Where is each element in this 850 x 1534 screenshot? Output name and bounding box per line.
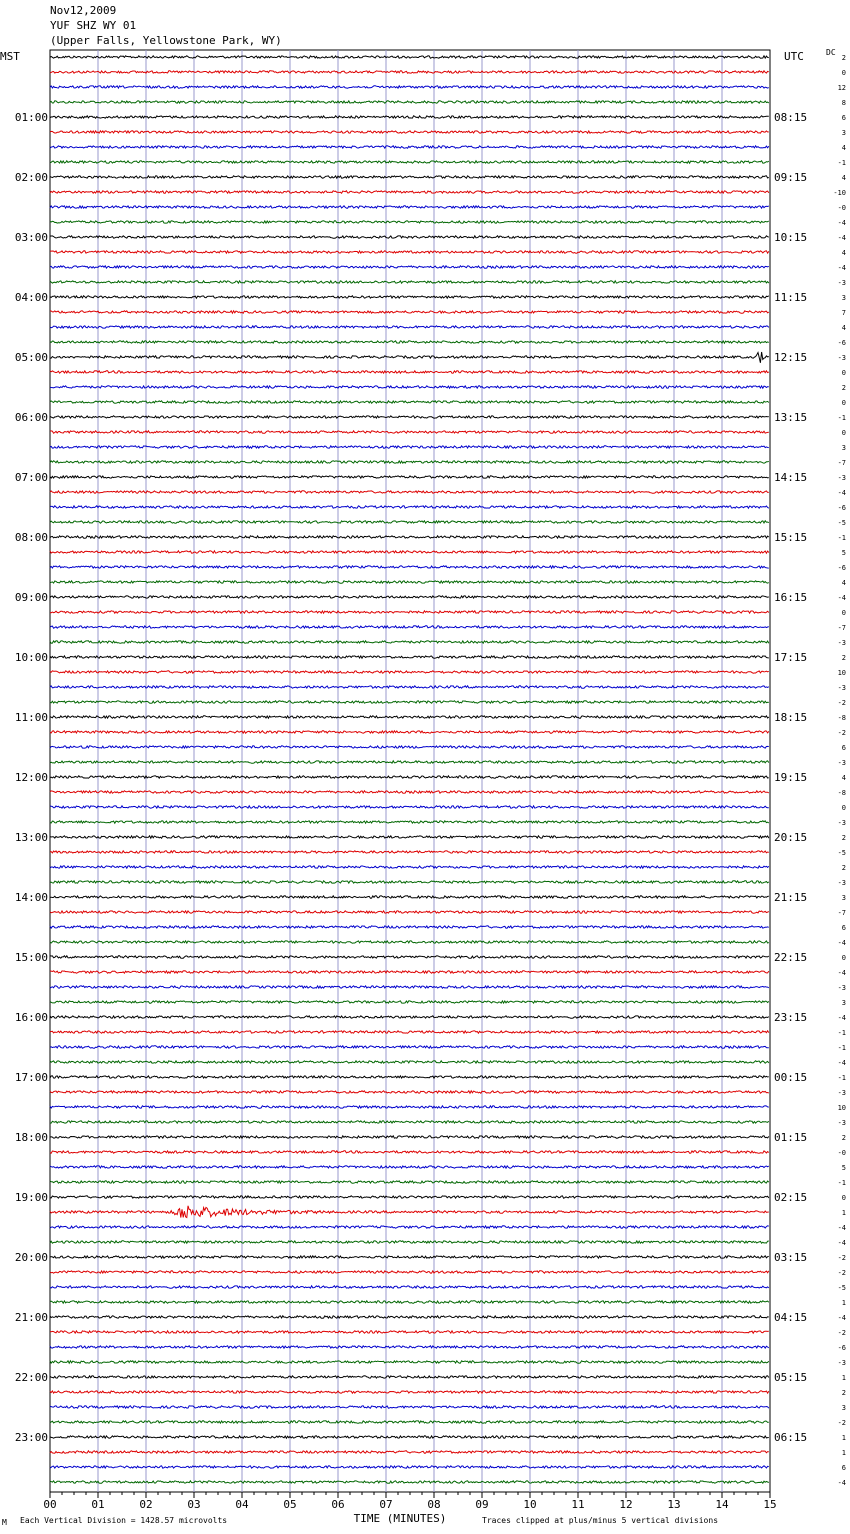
dc-offset-label: -3 [837, 984, 846, 992]
dc-offset-label: -2 [837, 1254, 846, 1262]
dc-offset-label: 2 [841, 384, 846, 392]
dc-offset-label: -0 [837, 1149, 846, 1157]
mst-hour-label: 19:00 [14, 1191, 48, 1204]
dc-offset-label: -3 [837, 639, 846, 647]
dc-offset-label: 6 [841, 114, 846, 122]
dc-offset-label: 1 [841, 1374, 846, 1382]
utc-hour-label: 02:15 [774, 1191, 808, 1204]
trace-row [50, 1391, 769, 1393]
trace-row [50, 821, 769, 823]
utc-hour-label: 12:15 [774, 351, 808, 364]
utc-hour-label: 13:15 [774, 411, 808, 424]
dc-offset-label: -4 [837, 1059, 846, 1067]
dc-offset-label: 4 [841, 174, 846, 182]
mst-hour-label: 13:00 [14, 831, 48, 844]
trace-row [50, 1181, 769, 1183]
dc-offset-label: -5 [837, 1284, 846, 1292]
utc-hour-label: 16:15 [774, 591, 808, 604]
dc-offset-label: -3 [837, 819, 846, 827]
trace-row [50, 206, 769, 208]
mst-hour-label: 06:00 [14, 411, 48, 424]
trace-row [50, 1196, 769, 1198]
trace-row [50, 1286, 769, 1288]
x-tick-label: 02 [139, 1498, 153, 1511]
utc-hour-label: 11:15 [774, 291, 808, 304]
trace-row [50, 1316, 769, 1318]
x-tick-label: 07 [379, 1498, 393, 1511]
mst-hour-label: 07:00 [14, 471, 48, 484]
utc-hour-label: 06:15 [774, 1431, 808, 1444]
utc-hour-label: 09:15 [774, 171, 808, 184]
dc-offset-label: -8 [837, 789, 846, 797]
trace-row [50, 352, 769, 363]
trace-row [50, 671, 769, 673]
x-tick-label: 13 [667, 1498, 681, 1511]
dc-offset-label: -0 [837, 204, 846, 212]
dc-offset-label: -3 [837, 684, 846, 692]
corner-mark: M [2, 1518, 7, 1527]
trace-row [50, 56, 769, 58]
trace-row [50, 266, 769, 268]
trace-row [50, 761, 769, 763]
dc-offset-label: 1 [841, 1449, 846, 1457]
trace-row [50, 941, 769, 943]
trace-row [50, 701, 769, 703]
trace-row [50, 1256, 769, 1258]
trace-row [50, 1001, 769, 1003]
mst-hour-label: 21:00 [14, 1311, 48, 1324]
header-location: (Upper Falls, Yellowstone Park, WY) [50, 34, 282, 47]
trace-row [50, 1376, 769, 1378]
trace-row [50, 716, 769, 718]
trace-row [50, 221, 769, 223]
trace-row [50, 1076, 769, 1078]
trace-row [50, 401, 769, 403]
utc-hour-label: 03:15 [774, 1251, 808, 1264]
dc-offset-label: 2 [841, 864, 846, 872]
dc-offset-label: 3 [841, 444, 846, 452]
dc-offset-label: -6 [837, 339, 846, 347]
right-timezone-label: UTC [784, 50, 804, 63]
mst-hour-label: 04:00 [14, 291, 48, 304]
dc-offset-label: 10 [837, 1104, 846, 1112]
dc-offset-label: 6 [841, 1464, 846, 1472]
dc-offset-label: 6 [841, 924, 846, 932]
dc-offset-label: -3 [837, 759, 846, 767]
dc-label: DC [826, 48, 836, 57]
trace-row [50, 1331, 769, 1333]
trace-row [50, 1031, 769, 1033]
dc-offset-label: 8 [841, 99, 846, 107]
dc-offset-label: -1 [837, 414, 846, 422]
trace-row [50, 581, 769, 583]
trace-row [50, 311, 769, 313]
trace-row [50, 446, 769, 448]
dc-offset-label: 2 [841, 834, 846, 842]
dc-offset-label: -2 [837, 699, 846, 707]
trace-row [50, 986, 769, 988]
trace-row [50, 146, 769, 148]
dc-offset-label: 6 [841, 744, 846, 752]
trace-row [50, 86, 769, 88]
trace-row [50, 386, 769, 388]
dc-offset-label: -6 [837, 504, 846, 512]
trace-row [50, 1091, 769, 1093]
dc-offset-label: 0 [841, 429, 846, 437]
trace-row [50, 1346, 769, 1348]
dc-offset-label: 0 [841, 369, 846, 377]
dc-offset-label: -1 [837, 1179, 846, 1187]
trace-row [50, 236, 769, 238]
dc-offset-label: -3 [837, 354, 846, 362]
trace-row [50, 1436, 769, 1438]
dc-offset-label: -5 [837, 849, 846, 857]
trace-row [50, 746, 769, 748]
dc-offset-label: 0 [841, 954, 846, 962]
utc-hour-label: 04:15 [774, 1311, 808, 1324]
x-tick-label: 09 [475, 1498, 489, 1511]
trace-row [50, 1016, 769, 1018]
dc-offset-label: -3 [837, 1119, 846, 1127]
trace-row [50, 491, 769, 493]
trace-row [50, 656, 769, 658]
dc-offset-label: 4 [841, 774, 846, 782]
mst-hour-label: 12:00 [14, 771, 48, 784]
mst-hour-label: 08:00 [14, 531, 48, 544]
x-tick-label: 01 [91, 1498, 105, 1511]
dc-offset-label: 2 [841, 1134, 846, 1142]
x-tick-label: 04 [235, 1498, 249, 1511]
trace-row [50, 1451, 769, 1453]
trace-row [50, 926, 769, 928]
x-tick-label: 05 [283, 1498, 297, 1511]
trace-row [50, 1061, 769, 1063]
mst-hour-label: 05:00 [14, 351, 48, 364]
trace-row [50, 1136, 769, 1138]
trace-row [50, 611, 769, 613]
trace-row [50, 191, 769, 193]
mst-hour-label: 18:00 [14, 1131, 48, 1144]
mst-hour-label: 02:00 [14, 171, 48, 184]
left-timezone-label: MST [0, 50, 20, 63]
trace-row [50, 1481, 769, 1483]
trace-row [50, 566, 769, 568]
dc-offset-label: 0 [841, 804, 846, 812]
dc-offset-label: -2 [837, 1269, 846, 1277]
trace-row [50, 1421, 769, 1423]
dc-offset-label: -1 [837, 1074, 846, 1082]
dc-offset-label: -7 [837, 459, 846, 467]
trace-row [50, 326, 769, 328]
dc-offset-label: 0 [841, 1194, 846, 1202]
dc-offset-label: -4 [837, 1479, 846, 1487]
trace-row [50, 956, 769, 958]
x-tick-label: 08 [427, 1498, 441, 1511]
mst-hour-label: 11:00 [14, 711, 48, 724]
trace-row [50, 161, 769, 163]
utc-hour-label: 08:15 [774, 111, 808, 124]
trace-row [50, 1226, 769, 1228]
dc-offset-label: -6 [837, 564, 846, 572]
trace-row [50, 971, 769, 973]
trace-row [50, 776, 769, 778]
utc-hour-label: 18:15 [774, 711, 808, 724]
mst-hour-label: 17:00 [14, 1071, 48, 1084]
trace-row [50, 1121, 769, 1123]
trace-row [50, 1166, 769, 1168]
trace-row [50, 296, 769, 298]
dc-offset-label: -4 [837, 234, 846, 242]
dc-offset-label: -6 [837, 1344, 846, 1352]
dc-offset-label: 3 [841, 294, 846, 302]
trace-row [50, 626, 769, 628]
trace-row [50, 281, 769, 283]
dc-offset-label: -8 [837, 714, 846, 722]
clip-note: Traces clipped at plus/minus 5 vertical divisions [482, 1516, 719, 1525]
dc-offset-label: -2 [837, 1329, 846, 1337]
dc-offset-label: -4 [837, 969, 846, 977]
dc-offset-label: 1 [841, 1434, 846, 1442]
dc-offset-label: -4 [837, 594, 846, 602]
dc-offset-label: 7 [841, 309, 846, 317]
trace-row [50, 686, 769, 688]
trace-row [50, 881, 769, 883]
dc-offset-label: -4 [837, 1224, 846, 1232]
dc-offset-label: 2 [841, 654, 846, 662]
utc-hour-label: 15:15 [774, 531, 808, 544]
dc-offset-label: 5 [841, 549, 846, 557]
x-tick-label: 12 [619, 1498, 633, 1511]
trace-row [50, 536, 769, 538]
mst-hour-label: 16:00 [14, 1011, 48, 1024]
dc-offset-label: 4 [841, 324, 846, 332]
trace-row [50, 836, 769, 838]
trace-row [50, 371, 769, 373]
x-tick-label: 14 [715, 1498, 729, 1511]
dc-offset-label: 0 [841, 399, 846, 407]
dc-offset-label: 10 [837, 669, 846, 677]
utc-hour-label: 17:15 [774, 651, 808, 664]
dc-offset-label: -4 [837, 1239, 846, 1247]
dc-offset-label: -4 [837, 219, 846, 227]
trace-row [50, 1106, 769, 1108]
dc-offset-label: -1 [837, 1044, 846, 1052]
mst-hour-label: 20:00 [14, 1251, 48, 1264]
dc-offset-label: -3 [837, 879, 846, 887]
dc-offset-label: -4 [837, 489, 846, 497]
trace-row [50, 1046, 769, 1048]
trace-row [50, 851, 769, 853]
dc-offset-label: -7 [837, 909, 846, 917]
x-tick-label: 06 [331, 1498, 345, 1511]
dc-offset-label: 5 [841, 1164, 846, 1172]
dc-offset-label: 0 [841, 609, 846, 617]
utc-hour-label: 20:15 [774, 831, 808, 844]
trace-row [50, 116, 769, 118]
dc-offset-label: -3 [837, 279, 846, 287]
dc-offset-label: 3 [841, 894, 846, 902]
utc-hour-label: 21:15 [774, 891, 808, 904]
trace-row [50, 1466, 769, 1468]
dc-offset-label: 1 [841, 1209, 846, 1217]
x-axis-title: TIME (MINUTES) [353, 1512, 447, 1525]
dc-offset-label: -4 [837, 1314, 846, 1322]
scale-note: Each Vertical Division = 1428.57 microvolts [20, 1516, 228, 1525]
utc-hour-label: 22:15 [774, 951, 808, 964]
dc-offset-label: 3 [841, 1404, 846, 1412]
utc-hour-label: 23:15 [774, 1011, 808, 1024]
trace-row [50, 131, 769, 133]
mst-hour-label: 09:00 [14, 591, 48, 604]
trace-row [50, 1206, 769, 1218]
dc-offset-label: 2 [841, 1389, 846, 1397]
trace-row [50, 791, 769, 793]
mst-hour-label: 14:00 [14, 891, 48, 904]
trace-row [50, 416, 769, 418]
trace-row [50, 101, 769, 103]
header-date: Nov12,2009 [50, 4, 117, 17]
trace-row [50, 521, 769, 523]
utc-hour-label: 00:15 [774, 1071, 808, 1084]
trace-row [50, 596, 769, 598]
dc-offset-label: 0 [841, 69, 846, 77]
trace-row [50, 1361, 769, 1363]
dc-offset-label: -1 [837, 534, 846, 542]
dc-offset-label: -3 [837, 474, 846, 482]
trace-row [50, 1406, 769, 1408]
mst-hour-label: 10:00 [14, 651, 48, 664]
dc-offset-label: -2 [837, 1419, 846, 1427]
mst-hour-label: 03:00 [14, 231, 48, 244]
dc-offset-label: -3 [837, 1359, 846, 1367]
dc-offset-label: 2 [841, 54, 846, 62]
dc-offset-label: -3 [837, 1089, 846, 1097]
utc-hour-label: 01:15 [774, 1131, 808, 1144]
dc-offset-label: 4 [841, 144, 846, 152]
dc-offset-label: -4 [837, 264, 846, 272]
dc-offset-label: -1 [837, 1029, 846, 1037]
dc-offset-label: -1 [837, 159, 846, 167]
trace-row [50, 806, 769, 808]
trace-row [50, 176, 769, 178]
x-tick-label: 11 [571, 1498, 585, 1511]
x-tick-label: 03 [187, 1498, 201, 1511]
x-tick-label: 00 [43, 1498, 57, 1511]
dc-offset-label: -5 [837, 519, 846, 527]
utc-hour-label: 10:15 [774, 231, 808, 244]
header-station: YUF SHZ WY 01 [50, 19, 137, 32]
x-tick-label: 10 [523, 1498, 537, 1511]
mst-hour-label: 01:00 [14, 111, 48, 124]
trace-row [50, 476, 769, 478]
mst-hour-label: 15:00 [14, 951, 48, 964]
dc-offset-label: 12 [837, 84, 846, 92]
trace-row [50, 1301, 769, 1303]
trace-row [50, 1151, 769, 1153]
trace-row [50, 431, 769, 433]
utc-hour-label: 19:15 [774, 771, 808, 784]
trace-row [50, 911, 769, 913]
trace-row [50, 461, 769, 463]
dc-offset-label: -4 [837, 1014, 846, 1022]
trace-row [50, 251, 769, 253]
dc-offset-label: -7 [837, 624, 846, 632]
trace-row [50, 506, 769, 508]
dc-offset-label: 4 [841, 579, 846, 587]
trace-row [50, 896, 769, 898]
dc-offset-label: 3 [841, 999, 846, 1007]
trace-row [50, 641, 769, 643]
trace-row [50, 341, 769, 343]
dc-offset-label: -10 [833, 189, 846, 197]
utc-hour-label: 14:15 [774, 471, 808, 484]
mst-hour-label: 23:00 [14, 1431, 48, 1444]
trace-row [50, 866, 769, 868]
dc-offset-label: 1 [841, 1299, 846, 1307]
trace-row [50, 731, 769, 733]
dc-offset-label: 3 [841, 129, 846, 137]
trace-row [50, 551, 769, 553]
mst-hour-label: 22:00 [14, 1371, 48, 1384]
dc-offset-label: -4 [837, 939, 846, 947]
dc-offset-label: 4 [841, 249, 846, 257]
trace-row [50, 1241, 769, 1243]
trace-row [50, 71, 769, 73]
x-tick-label: 15 [763, 1498, 777, 1511]
trace-row [50, 1271, 769, 1273]
dc-offset-label: -2 [837, 729, 846, 737]
utc-hour-label: 05:15 [774, 1371, 808, 1384]
